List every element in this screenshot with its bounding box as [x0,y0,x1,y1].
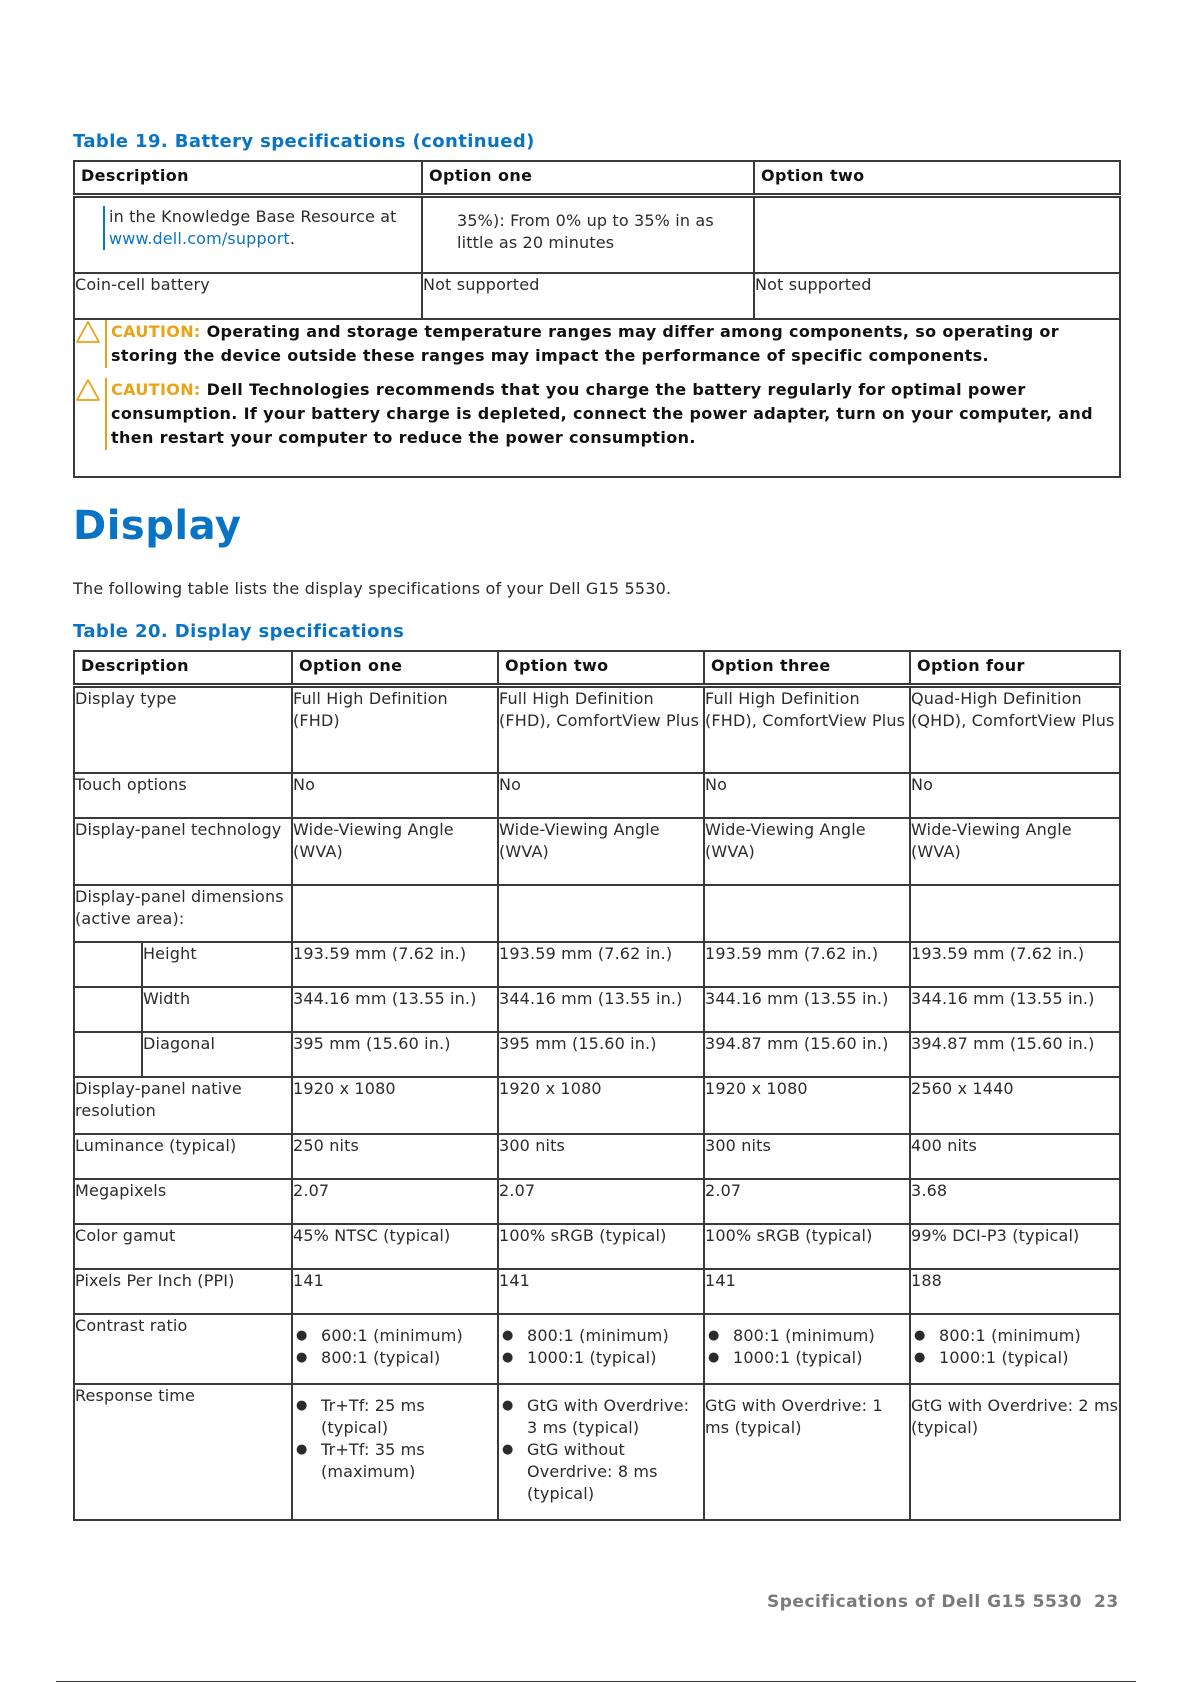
row-label: Display-panel dimensions (active area): [74,885,292,942]
table-row [74,1134,1120,1179]
list-item: ● 800:1 (typical) [293,1347,497,1369]
kb-note [103,206,421,250]
list-item: ● GtG with Overdrive: 3 ms (typical) [499,1395,703,1439]
cell-value: 344.16 mm (13.55 in.) [498,987,704,1032]
cell-value: 300 nits [498,1134,704,1179]
cell-value: 100% sRGB (typical) [498,1224,704,1269]
cell-value: 193.59 mm (7.62 in.) [704,942,910,987]
row-label: Megapixels [74,1179,292,1224]
bullet-list [705,1325,909,1369]
cell-value: 193.59 mm (7.62 in.) [292,942,498,987]
cell-value: 99% DCI-P3 (typical) [910,1224,1120,1269]
coin-cell-option-one: Not supported [422,273,754,319]
table-row [74,987,1120,1032]
row-label: Width [142,987,292,1032]
cell-value: 1920 x 1080 [292,1077,498,1134]
table-row [74,1224,1120,1269]
cell-value: 395 mm (15.60 in.) [292,1032,498,1077]
table-header-row [74,161,1120,195]
table-row [74,1077,1120,1134]
cell-value: 2.07 [498,1179,704,1224]
table-row [74,1032,1120,1077]
table-row [74,195,1120,273]
display-spec-table [73,650,1121,1521]
cell-value: Wide-Viewing Angle (WVA) [498,818,704,885]
cell-value: 2.07 [704,1179,910,1224]
row-label: Luminance (typical) [74,1134,292,1179]
cell-value: 400 nits [910,1134,1120,1179]
cell-value: No [910,773,1120,818]
cell-value: 141 [498,1269,704,1314]
cell-value: 193.59 mm (7.62 in.) [498,942,704,987]
cell-value: Wide-Viewing Angle (WVA) [910,818,1120,885]
cell-value: Full High Definition (FHD), ComfortView Plus [498,685,704,773]
bullet-list [499,1395,703,1505]
cell-value: 394.87 mm (15.60 in.) [910,1032,1120,1077]
cell-value: 2560 x 1440 [910,1077,1120,1134]
cell-value: Wide-Viewing Angle (WVA) [704,818,910,885]
caution-text: Dell Technologies recommends that you charge the battery regularly for optimal power consumption. If your battery charge is depleted, connect the power adapter, turn on your computer, and then restart your computer to reduce the power consumption. [111,380,1093,447]
list-item: ● 1000:1 (typical) [499,1347,703,1369]
table-19-caption: Table 19. Battery specifications (continued) [73,131,535,152]
page-number: 23 [1094,1592,1119,1612]
caution-note [75,320,1119,368]
cell-value: 141 [704,1269,910,1314]
section-title: Display [73,503,242,549]
cell-value: 193.59 mm (7.62 in.) [910,942,1120,987]
cell-value: GtG with Overdrive: 2 ms (typical) [910,1384,1120,1520]
cell-value: 141 [292,1269,498,1314]
table-row [74,942,1120,987]
cell-value: Wide-Viewing Angle (WVA) [292,818,498,885]
table-row [74,773,1120,818]
footer-title: Specifications of Dell G15 5530 [767,1592,1082,1612]
warning-icon [75,378,101,402]
list-item: ● Tr+Tf: 35 ms (maximum) [293,1439,497,1483]
header-option-one: Option one [422,161,754,195]
coin-cell-label: Coin-cell battery [74,273,422,319]
caution-note [75,378,1119,450]
row-label: Display-panel native resolution [74,1077,292,1134]
cell-value: 344.16 mm (13.55 in.) [704,987,910,1032]
row-label: Display-panel technology [74,818,292,885]
coin-cell-option-two: Not supported [754,273,1120,319]
cell-value: Quad-High Definition (QHD), ComfortView Plus [910,685,1120,773]
list-item: ● Tr+Tf: 25 ms (typical) [293,1395,497,1439]
table-row [74,885,1120,942]
support-link[interactable]: www.dell.com/support [109,228,290,248]
bullet-list [499,1325,703,1369]
cell-value: Full High Definition (FHD), ComfortView Plus [704,685,910,773]
cell-value: 1920 x 1080 [704,1077,910,1134]
list-item: ● 600:1 (minimum) [293,1325,497,1347]
charge-note: 35%): From 0% up to 35% in as little as 20 minutes [457,210,714,252]
cell-value: 3.68 [910,1179,1120,1224]
header-description: Description [74,651,292,685]
table-row [74,685,1120,773]
footer-divider [56,1681,1136,1682]
list-item: ● 800:1 (minimum) [705,1325,909,1347]
kb-note-text: in the Knowledge Base Resource at [109,206,397,226]
cell-value: 300 nits [704,1134,910,1179]
header-option-four: Option four [910,651,1120,685]
section-intro: The following table lists the display specifications of your Dell G15 5530. [73,579,672,598]
cell-value: 344.16 mm (13.55 in.) [292,987,498,1032]
cell-value: 2.07 [292,1179,498,1224]
row-label: Contrast ratio [74,1314,292,1384]
cell-value: GtG with Overdrive: 1 ms (typical) [704,1384,910,1520]
row-label: Touch options [74,773,292,818]
row-label: Pixels Per Inch (PPI) [74,1269,292,1314]
header-option-one: Option one [292,651,498,685]
cell-value: 45% NTSC (typical) [292,1224,498,1269]
list-item: ● 800:1 (minimum) [499,1325,703,1347]
list-item: ● 1000:1 (typical) [911,1347,1119,1369]
bullet-list [293,1325,497,1369]
warning-icon [75,320,101,344]
table-row [74,1314,1120,1384]
row-label: Response time [74,1384,292,1520]
table-header-row [74,651,1120,685]
battery-spec-table [73,160,1121,478]
header-option-three: Option three [704,651,910,685]
table-row [74,818,1120,885]
list-item: ● 1000:1 (typical) [705,1347,909,1369]
cell-value: 1920 x 1080 [498,1077,704,1134]
row-label: Height [142,942,292,987]
cell-value: 188 [910,1269,1120,1314]
row-label: Display type [74,685,292,773]
header-option-two: Option two [754,161,1120,195]
cell-value: 100% sRGB (typical) [704,1224,910,1269]
cell-value: No [292,773,498,818]
list-item: ● 800:1 (minimum) [911,1325,1119,1347]
caution-tag: CAUTION: [111,322,201,341]
caution-text: Operating and storage temperature ranges may differ among components, so operating or storing the device outside these ranges may impact the performance of specific components. [111,322,1059,365]
bullet-list [911,1325,1119,1369]
caution-row [74,319,1120,477]
cell-value: 344.16 mm (13.55 in.) [910,987,1120,1032]
table-row [74,1269,1120,1314]
table-row [74,1179,1120,1224]
header-option-two: Option two [498,651,704,685]
cell-value: No [704,773,910,818]
cell-value: Full High Definition (FHD) [292,685,498,773]
cell-value: 250 nits [292,1134,498,1179]
cell-value: No [498,773,704,818]
list-item: ● GtG without Overdrive: 8 ms (typical) [499,1439,703,1505]
row-label: Color gamut [74,1224,292,1269]
table-20-caption: Table 20. Display specifications [73,621,405,642]
table-row [74,273,1120,319]
kb-note-suffix: . [289,228,296,248]
caution-tag: CAUTION: [111,380,201,399]
header-description: Description [74,161,422,195]
table-row [74,1384,1120,1520]
cell-value: 395 mm (15.60 in.) [498,1032,704,1077]
row-label: Diagonal [142,1032,292,1077]
bullet-list [293,1395,497,1483]
cell-value: 394.87 mm (15.60 in.) [704,1032,910,1077]
